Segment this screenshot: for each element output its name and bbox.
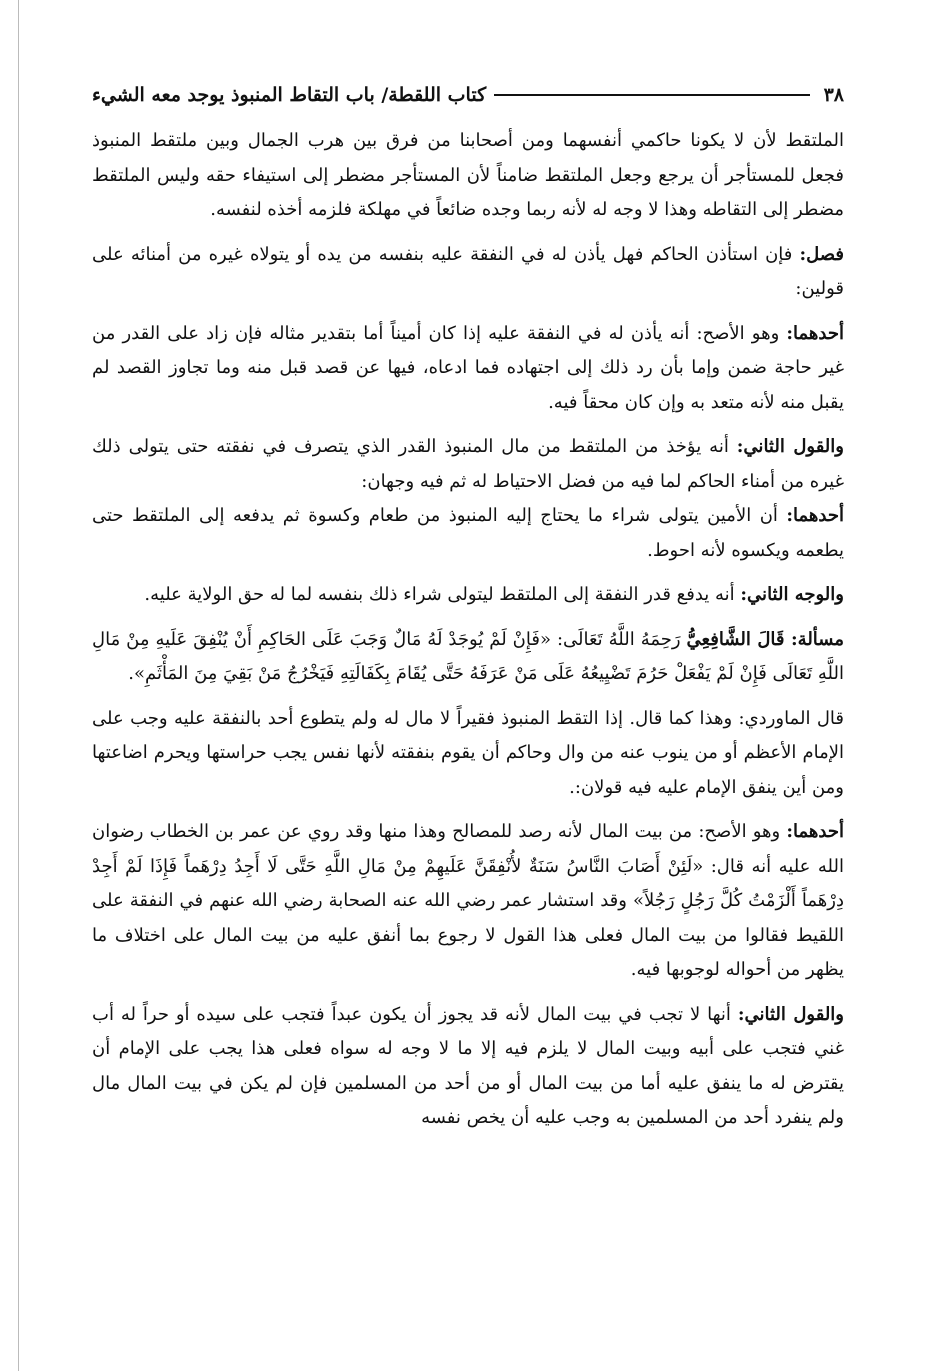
section-lead: والوجه الثاني: [740,584,844,605]
paragraph: والقول الثاني: أنه يؤخذ من الملتقط من مال المنبوذ القدر الذي يتصرف في نفقته حتى يتولى ذلك غيره من أمناء الحاكم لما فيه من فضل الاحتياط له ثم فيه وجهان: [92,436,844,492]
book-page [92,78,844,1146]
section-lead: والقول الثاني: [736,436,844,457]
running-header [92,78,844,112]
header-rule [494,94,809,96]
paragraph: الملتقط لأن لا يكونا حاكمي أنفسهما ومن أصحابنا من فرق بين هرب الجمال وبين ملتقط المنبوذ فجعل للمستأجر أن يرجع وجعل الملتقط ضامناً لأن المستأجر مضطر إلى استيفاء حقه وليس الملتقط مضطر إلى التقاطه وهذا لا وجه له لأنه ربما وجده ضائعاً في مهلكة فلزمه أخذه لنفسه. [92,130,844,220]
page-edge-line [18,0,19,1371]
paragraph: أحدهما: وهو الأصح: أنه يأذن له في النفقة عليه إذا كان أميناً أما بتقدير مثاله فإن زاد على القدر من غير حاجة ضمن وإما بأن رد ذلك إلى اجتهاده فما ادعاه، فيها عن قصد قبل منه وما تجاوز القصد لم يقبل منه لأنه متعد به وإن كان محقاً فيه. [92,322,844,413]
paragraph: والقول الثاني: أنها لا تجب في بيت المال لأنه قد يجوز أن يكون عبداً فتجب على سيده أو حراً له أب غني فتجب على أبيه وبيت المال لا يلزم فيه إلا ما لا وجه له سواه فعلى هذا يجب على الإمام أن يقترض له ما ينفق عليه أما من بيت المال أو من أحد من المسلمين فإن لم يكن في بيت المال مال ولم ينفرد أحد من المسلمين به وجب عليه أن يخص نفسه [92,1003,844,1128]
paragraph: أحدهما: أن الأمين يتولى شراء ما يحتاج إليه المنبوذ من طعام وكسوة ثم يدفعه إلى الملتقط حتى يطعمه ويكسوه لأنه احوط. [92,505,844,561]
paragraph: والوجه الثاني: أنه يدفع قدر النفقة إلى الملتقط ليتولى شراء ذلك بنفسه لما له حق الولاية عليه. [144,584,844,605]
paragraph: أحدهما: وهو الأصح: من بيت المال لأنه رصد للمصالح وهذا منها وقد روي عن عمر بن الخطاب رضوان الله عليه أنه قال: «لَئِنْ أَصَابَ النَّاسُ سَنَةٌ لأُنْفِقَنَّ عَلَيهِمْ مِنْ مَالِ اللَّهِ حَتَّى لَا أَجِدُ دِرْهَماً فَإِذَا لَمْ أَجِدْ دِرْهَماً أَلْزَمْتُ كُلَّ رَجُلٍ رَجُلاً» وقد استشار عمر رضي الله عنه الصحابة رضي الله عنهم في النفقة على اللقيط فقالوا من بيت المال فعلى هذا القول لا رجوع بما أنفق عليه من بيت المال على اختلاف ما يظهر من أحواله لوجوبها فيه. [92,821,844,980]
section-lead: أحدهما: [786,505,844,526]
page-body [92,124,844,1136]
paragraph: فصل: فإن استأذن الحاكم فهل يأذن له في النفقة عليه بنفسه من يده أو يتولاه غيره من أمنائه على قولين: [92,243,844,299]
paragraph: قال الماوردي: وهذا كما قال. إذا التقط المنبوذ فقيراً لا مال له ولم يتطوع أحد بالنفقة عليه وجب على الإمام الأعظم أو من ينوب عنه من وال وحاكم أن يقوم بنفقته لأنها نفس يجب حراستها ويحرم اضاعتها ومن أين ينفق الإمام عليه فيه قولان:. [92,707,844,798]
page-number: ٣٨ [823,84,844,106]
section-lead: أحدهما: [786,322,844,344]
section-lead: مسألة: قَالَ الشَّافِعِيُّ [686,628,844,650]
paragraph: مسألة: قَالَ الشَّافِعِيُّ رَحِمَهُ اللَّهُ تَعَالَى: «فَإِنْ لَمْ يُوجَدْ لَهُ مَالٌ وَجَبَ عَلَى الحَاكِمِ أَنْ يُنْفِقَ عَلَيهِ مِنْ مَالِ اللَّهِ تَعَالَى فَإِنْ لَمْ يَفْعَلْ حَرُمَ تَضْيِيعُهُ عَلَى مَنْ عَرَفَهُ حَتَّى يُقَامَ بِكَفَالَتِهِ فَيَخْرُجُ مَنْ بَقِيَ مِنَ المَأْثَمِ». [92,628,844,684]
section-lead: أحدهما: [786,821,844,842]
section-lead: والقول الثاني: [737,1003,844,1025]
section-lead: فصل: [799,243,844,265]
chapter-title: كتاب اللقطة/ باب التقاط المنبوذ يوجد معه الشيء [92,84,487,106]
